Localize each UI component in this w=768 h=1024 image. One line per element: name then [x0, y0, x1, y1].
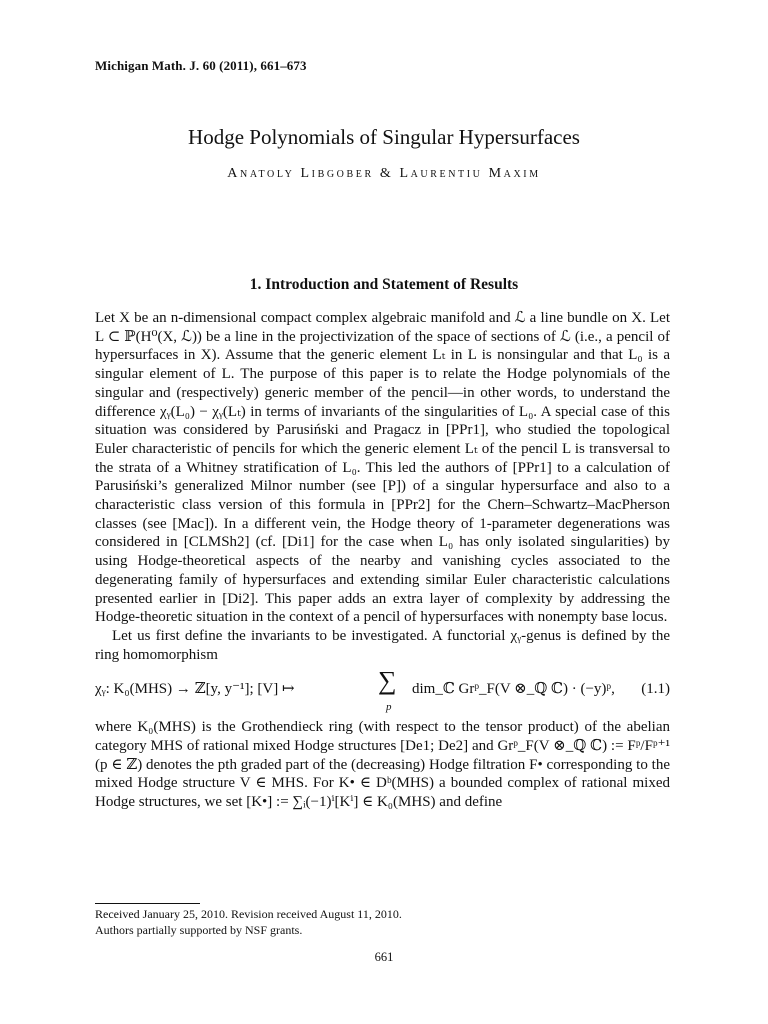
- footnote-received: Received January 25, 2010. Revision received August 11, 2010.: [95, 907, 402, 921]
- journal-header: Michigan Math. J. 60 (2011), 661–673: [95, 58, 307, 73]
- equation-rhs: dim_ℂ Grᵖ_F(V ⊗_ℚ ℂ) · (−y)ᵖ,: [412, 681, 615, 698]
- summation-symbol: ∑: [378, 666, 397, 696]
- paragraph-definition: Let us first define the invariants to be investigated. A functorial χᵧ-genus is defined by the ring homomorphism: [95, 627, 670, 663]
- paragraph-intro: Let X be an n-dimensional compact complex algebraic manifold and ℒ a line bundle on X. Let L ⊂ ℙ(H⁰(X, ℒ)) be a line in the projectivization of the space of sections of ℒ (i.e., a pencil of hypersurfaces in X). Assume that the generic element Lₜ in L is nonsingular and that L₀ is a singular element of L. The purpose of this paper is to relate the Hodge polynomials of the singular and (respectively) generic member of the pencil—in other words, to understand the difference χᵧ(L₀) − χᵧ(Lₜ) in terms of invariants of the singularities of L₀. A special case of this situation was considered by Parusiński and Pragacz in [PPr1], who studied the topological Euler characteristic of pencils for which the generic element Lₜ of the pencil L is transversal to the strata of a Whitney stratification of L₀. This led the authors of [PPr1] to a calculation of Parusiński’s generalized Milnor number (see [P]) of a singular hypersurface and also to a characteristic class version of this formula in [PPr2] for the Chern–Schwartz–MacPherson classes (see [Mac]). In a different vein, the Hodge theory of 1-parameter degenerations was considered in [CLMSh2] (cf. [Di1] for the case when L₀ has only isolated singularities) by using Hodge-theoretical aspects of the nearby and vanishing cycles associated to the degenerating family of hypersurfaces and extending similar Euler characteristic calculations presented earlier in [Di2]. This paper adds an extra layer of complexity by addressing the Hodge-theoretic situation in the context of a pencil of hypersurfaces with nonempty base locus.: [95, 310, 670, 626]
- section-heading: 1. Introduction and Statement of Results: [249, 276, 519, 293]
- summation-index: p: [386, 701, 392, 714]
- body-text: [95, 309, 670, 812]
- page-number: 661: [374, 950, 394, 964]
- paragraph-grothendieck: where K₀(MHS) is the Grothendieck ring (with respect to the tensor product) of the abelian category MHS of rational mixed Hodge structures [De1; De2] and Grᵖ_F(V ⊗_ℚ ℂ) := Fᵖ/Fᵖ⁺¹ (p ∈ ℤ) denotes the pth graded part of the (decreasing) Hodge filtration F• corresponding to the mixed Hodge structure V ∈ MHS. For K• ∈ Dᵇ(MHS) a bounded complex of rational mixed Hodge structures, we set [K•] := ∑ᵢ(−1)ⁱ[Kⁱ] ∈ K₀(MHS) and define: [95, 719, 670, 811]
- equation-1-1: [95, 668, 670, 712]
- equation-lhs: χᵧ: K₀(MHS) → ℤ[y, y⁻¹]; [V] ↦: [95, 681, 295, 698]
- paper-title: Hodge Polynomials of Singular Hypersurfaces: [188, 125, 580, 149]
- equation-number: (1.1): [641, 681, 670, 698]
- footnote-rule: [95, 903, 200, 904]
- paper-authors: Anatoly Libgober & Laurentiu Maxim: [227, 166, 541, 181]
- footnote-support: Authors partially supported by NSF grants.: [95, 923, 303, 937]
